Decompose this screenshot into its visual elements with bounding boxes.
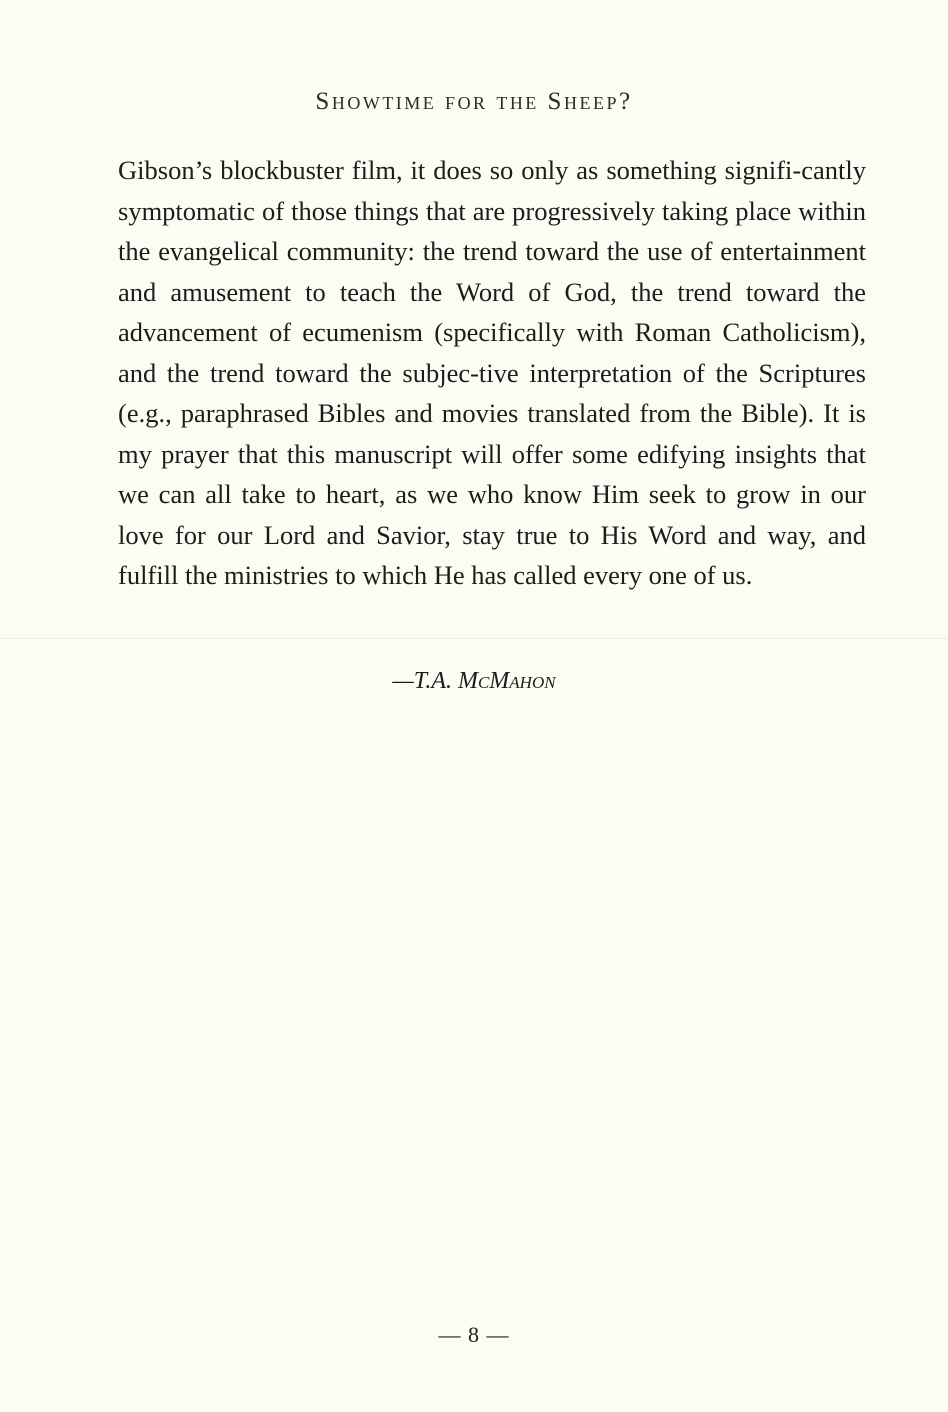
signature-name: T.A. McMahon bbox=[413, 668, 556, 694]
page-divider bbox=[0, 638, 948, 639]
page-number: — 8 — bbox=[438, 1322, 510, 1347]
author-signature bbox=[0, 668, 948, 695]
running-head: Showtime for the Sheep? bbox=[315, 88, 633, 115]
body-text bbox=[118, 150, 866, 596]
body-paragraph: Gibson’s blockbuster film, it does so only as something signifi-cantly symptomatic of those things that are progressively taking place within the evangelical community: the trend toward the use of entertainment and amusement to teach the Word of God, the trend toward the advancement of ecumenism (specifically with Roman Catholicism), and the trend toward the subjec-tive interpretation of the Scriptures (e.g., paraphrased Bibles and movies translated from the Bible). It is my prayer that this manuscript will offer some edifying insights that we can all take to heart, as we who know Him seek to grow in our love for our Lord and Savior, stay true to His Word and way, and fulfill the ministries to which He has called every one of us. bbox=[118, 155, 866, 590]
signature-dash: — bbox=[392, 668, 414, 694]
